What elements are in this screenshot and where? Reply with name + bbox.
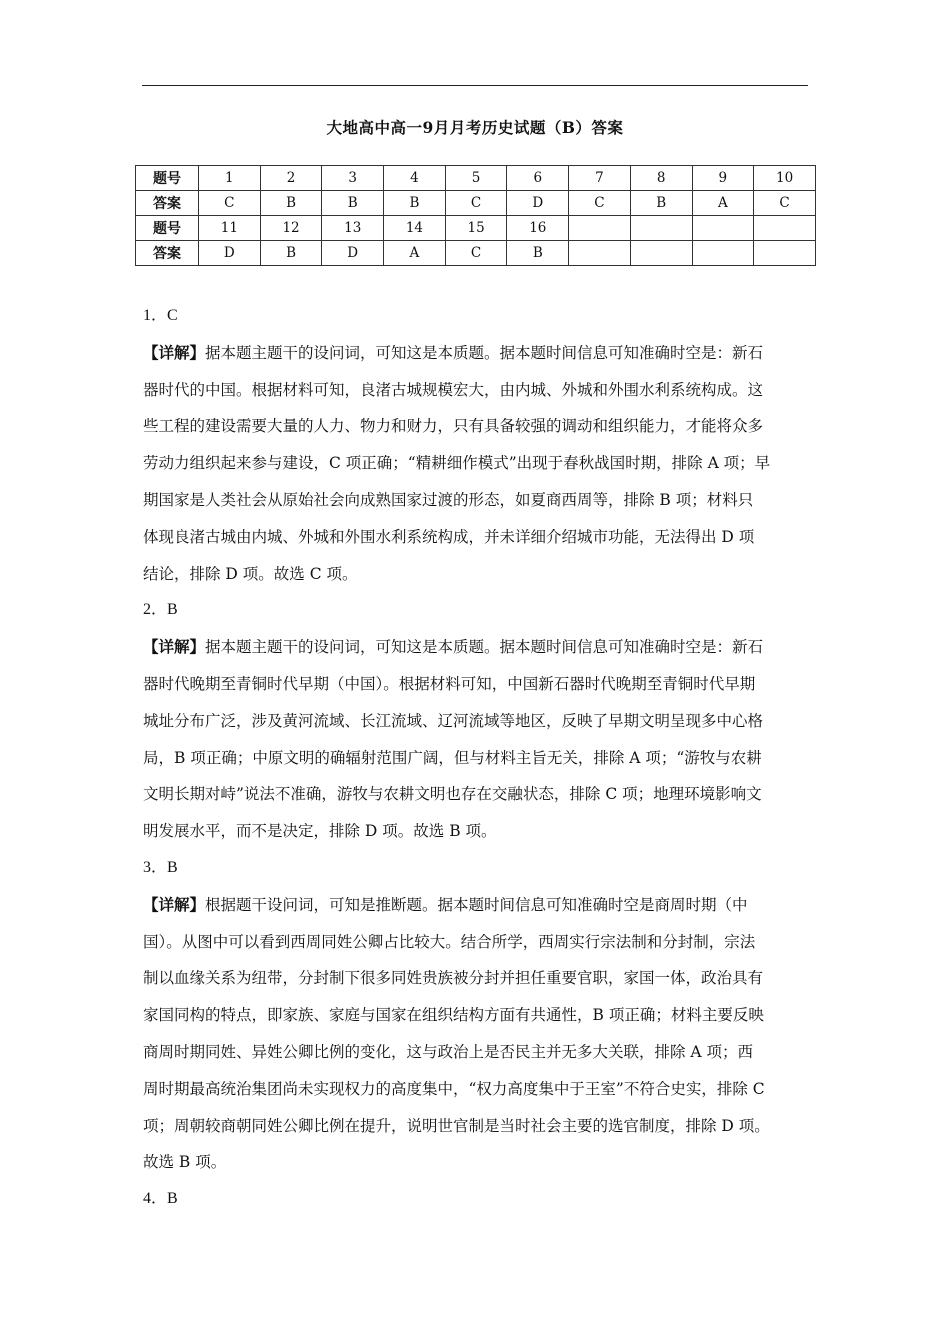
table-cell: C bbox=[445, 241, 507, 266]
explanation-text: 据本题主题干的设问词，可知这是本质题。据本题时间信息可知准确时空是：新石 bbox=[205, 638, 764, 657]
explanation-line bbox=[143, 629, 823, 666]
explanation-line: 故选 B 项。 bbox=[143, 1153, 227, 1172]
explanation-line: 劳动力组织起来参与建设，C 项正确；“精耕细作模式”出现于春秋战国时期，排除 A 项；早 bbox=[143, 454, 771, 473]
explanation-line: 周时期最高统治集团尚未实现权力的高度集中，“权力高度集中于王室”不符合史实，排除 C bbox=[143, 1079, 765, 1098]
question-number: 4．B bbox=[143, 1190, 178, 1208]
table-cell: 16 bbox=[507, 216, 569, 241]
explanation-line: 明发展水平，而不是决定，排除 D 项。故选 B 项。 bbox=[143, 822, 497, 841]
explanation-text: 根据题干设问词，可知是推断题。据本题时间信息可知准确时空是商周时期（中 bbox=[205, 895, 748, 914]
table-cell bbox=[754, 216, 816, 241]
question-number: 1．C bbox=[143, 307, 178, 324]
table-cell: 1 bbox=[199, 166, 261, 191]
answer-table bbox=[135, 165, 816, 266]
explanation-tag: 【详解】 bbox=[143, 637, 206, 657]
table-cell: 7 bbox=[569, 166, 631, 191]
table-cell: 11 bbox=[199, 216, 261, 241]
explanation-line: 器时代的中国。根据材料可知，良渚古城规模宏大，由内城、外城和外围水利系统构成。这 bbox=[143, 380, 764, 399]
table-cell: 9 bbox=[692, 166, 754, 191]
explanation-line: 结论，排除 D 项。故选 C 项。 bbox=[143, 564, 358, 583]
table-cell: B bbox=[260, 241, 322, 266]
explanation-line: 文明长期对峙”说法不准确，游牧与农耕文明也存在交融状态，排除 C 项；地理环境影响文 bbox=[143, 785, 762, 804]
explanation-line: 体现良渚古城由内城、外城和外围水利系统构成，并未详细介绍城市功能，无法得出 D 项 bbox=[143, 527, 755, 546]
explanation-line: 城址分布广泛，涉及黄河流域、长江流域、辽河流域等地区，反映了早期文明呈现多中心格 bbox=[143, 711, 764, 730]
table-cell: D bbox=[507, 191, 569, 216]
table-cell: 15 bbox=[445, 216, 507, 241]
document-title: 大地高中高一9月月考历史试题（B）答案 bbox=[326, 118, 624, 137]
table-cell: C bbox=[754, 191, 816, 216]
table-cell bbox=[692, 241, 754, 266]
table-cell: B bbox=[507, 241, 569, 266]
table-cell: B bbox=[630, 191, 692, 216]
table-cell bbox=[754, 241, 816, 266]
explanation-line: 些工程的建设需要大量的人力、物力和财力，只有具备较强的调动和组织能力，才能将众多 bbox=[143, 417, 764, 436]
table-cell: C bbox=[569, 191, 631, 216]
explanation-line: 制以血缘关系为纽带，分封制下很多同姓贵族被分封并担任重要官职，家国一体，政治具有 bbox=[143, 969, 764, 988]
table-row bbox=[136, 166, 816, 191]
table-cell: 5 bbox=[445, 166, 507, 191]
table-cell: B bbox=[322, 191, 384, 216]
table-cell bbox=[630, 216, 692, 241]
table-row bbox=[136, 216, 816, 241]
table-cell: 3 bbox=[322, 166, 384, 191]
table-cell: 2 bbox=[260, 166, 322, 191]
table-cell bbox=[692, 216, 754, 241]
table-row bbox=[136, 191, 816, 216]
table-cell bbox=[630, 241, 692, 266]
explanation-line: 商周时期同姓、异姓公卿比例的变化，这与政治上是否民主并无多大关联，排除 A 项；西 bbox=[143, 1042, 754, 1061]
table-cell: 4 bbox=[384, 166, 446, 191]
header-rule bbox=[142, 85, 808, 86]
table-cell: A bbox=[384, 241, 446, 266]
explanation-line: 项；周朝较商朝同姓公卿比例在提升，说明世官制是当时社会主要的选官制度，排除 D 项。 bbox=[143, 1116, 770, 1135]
table-cell: 12 bbox=[260, 216, 322, 241]
table-cell: C bbox=[445, 191, 507, 216]
explanation-line bbox=[143, 335, 823, 372]
question-number: 2．B bbox=[143, 601, 178, 619]
explanation-line: 局，B 项正确；中原文明的确辐射范围广阔，但与材料主旨无关，排除 A 项；“游牧与农耕 bbox=[143, 748, 762, 767]
explanation-line: 国）。从图中可以看到西周同姓公卿占比较大。结合所学，西周实行宗法制和分封制，宗法 bbox=[143, 932, 756, 951]
explanation-line: 器时代晚期至青铜时代早期（中国）。根据材料可知，中国新石器时代晚期至青铜时代早期 bbox=[143, 674, 756, 693]
explanation-text: 据本题主题干的设问词，可知这是本质题。据本题时间信息可知准确时空是：新石 bbox=[205, 343, 764, 362]
table-cell: 13 bbox=[322, 216, 384, 241]
row-label: 题号 bbox=[136, 216, 199, 241]
table-cell: 6 bbox=[507, 166, 569, 191]
table-cell: B bbox=[384, 191, 446, 216]
table-cell bbox=[569, 241, 631, 266]
explanation-line: 家国同构的特点，即家族、家庭与国家在组织结构方面有共通性，B 项正确；材料主要反映 bbox=[143, 1006, 764, 1025]
row-label: 题号 bbox=[136, 166, 199, 191]
table-cell: B bbox=[260, 191, 322, 216]
table-row bbox=[136, 241, 816, 266]
explanations bbox=[143, 298, 823, 1218]
table-cell: 8 bbox=[630, 166, 692, 191]
table-cell: 14 bbox=[384, 216, 446, 241]
table-cell: D bbox=[199, 241, 261, 266]
explanation-line: 期国家是人类社会从原始社会向成熟国家过渡的形态，如夏商西周等，排除 B 项；材料只 bbox=[143, 490, 754, 509]
row-label: 答案 bbox=[136, 191, 199, 216]
row-label: 答案 bbox=[136, 241, 199, 266]
table-cell: C bbox=[199, 191, 261, 216]
table-cell: D bbox=[322, 241, 384, 266]
explanation-line bbox=[143, 887, 823, 924]
table-cell: A bbox=[692, 191, 754, 216]
table-cell: 10 bbox=[754, 166, 816, 191]
explanation-tag: 【详解】 bbox=[143, 894, 206, 914]
explanation-tag: 【详解】 bbox=[143, 342, 206, 362]
question-number: 3．B bbox=[143, 858, 178, 876]
table-cell bbox=[569, 216, 631, 241]
